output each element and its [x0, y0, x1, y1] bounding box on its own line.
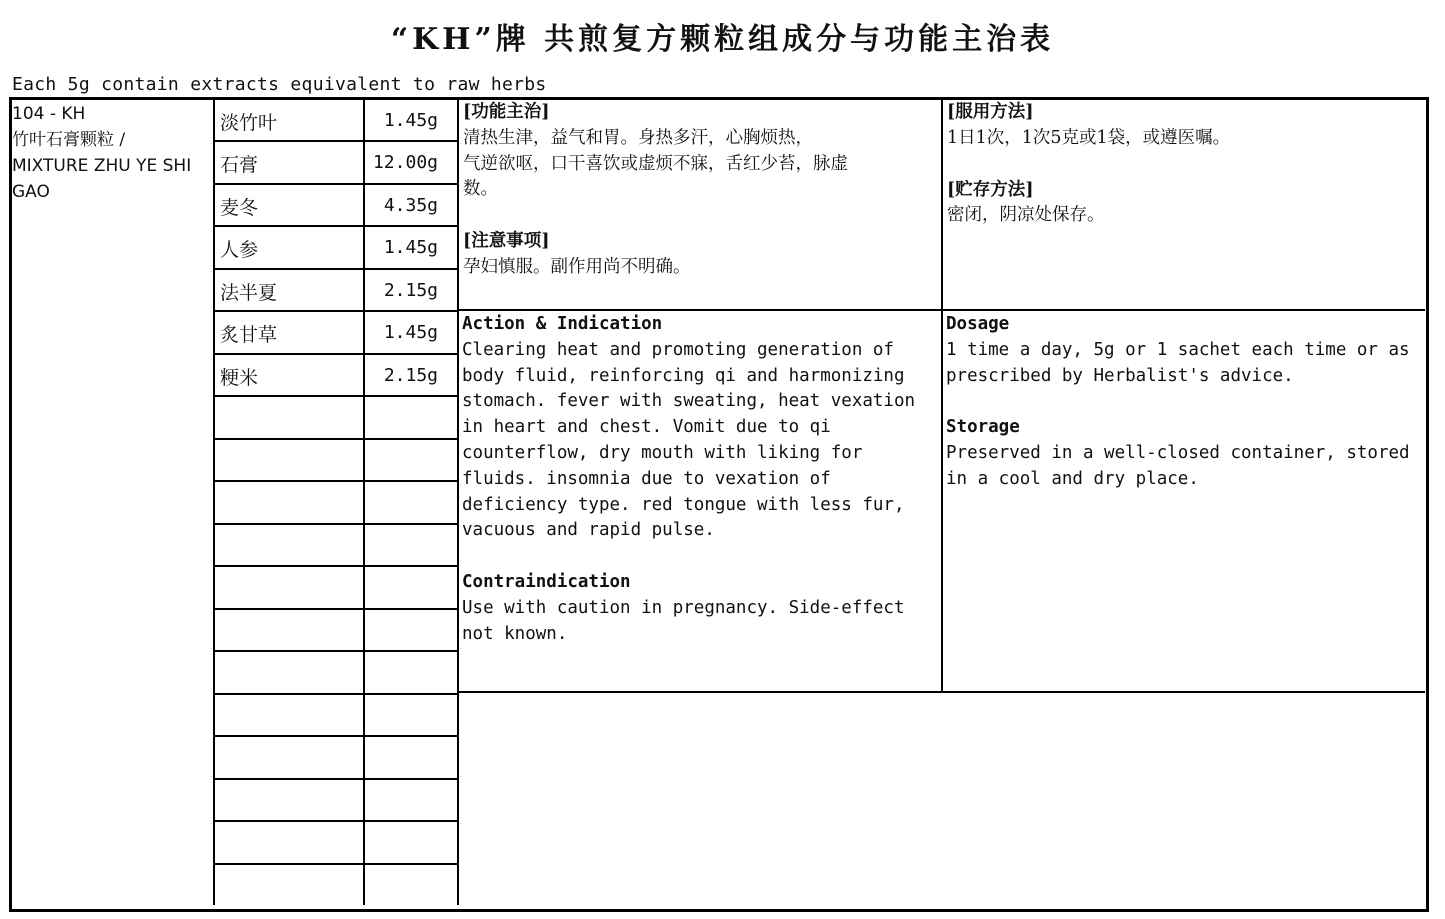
- ingredient-dose: 12.00g: [372, 152, 438, 173]
- ingredient-name: 炙甘草: [220, 324, 278, 346]
- function-header: [功能主治]: [463, 102, 550, 122]
- ingredient-name: 法半夏: [220, 282, 278, 304]
- page-title: “KH”牌 共煎复方颗粒组成分与功能主治表: [390, 22, 1055, 57]
- ingredient-name: 石膏: [220, 154, 259, 176]
- contra-header: Contraindication: [462, 572, 631, 593]
- divider: [941, 99, 943, 693]
- en-action-cell: [462, 312, 940, 648]
- caution-text: 孕妇慎服。副作用尚不明确。: [463, 256, 691, 277]
- row-divider: [214, 353, 458, 355]
- product-cell: [12, 101, 212, 205]
- action-line: stomach. fever with sweating, heat vexation: [462, 391, 916, 412]
- ingredient-dose: 4.35g: [383, 195, 438, 216]
- usage-header: [服用方法]: [947, 102, 1034, 122]
- contra-line: not known.: [462, 623, 568, 644]
- action-line: deficiency type. red tongue with less fur,: [462, 494, 905, 515]
- function-text: 气逆欲呕，口干喜饮或虚烦不寐，舌红少苔，脉虚: [463, 153, 848, 174]
- dosage-header: Dosage: [946, 314, 1010, 334]
- storage-line: in a cool and dry place.: [946, 468, 1199, 489]
- row-divider: [214, 820, 458, 822]
- action-line: Clearing heat and promoting generation of: [462, 339, 894, 360]
- ingredient-name: 粳米: [220, 367, 259, 389]
- divider: [458, 691, 1425, 693]
- action-line: fluids. insomnia due to vexation of: [462, 468, 831, 489]
- contra-line: Use with caution in pregnancy. Side-effect: [462, 597, 905, 618]
- divider: [457, 99, 459, 905]
- row-divider: [214, 225, 458, 227]
- storage-line: Preserved in a well-closed container, stored: [946, 443, 1410, 464]
- action-line: in heart and chest. Vomit due to qi: [462, 417, 831, 438]
- ingredient-dose: 2.15g: [383, 280, 438, 301]
- action-line: body fluid, reinforcing qi and harmonizing: [462, 365, 905, 386]
- product-name-cn: 竹叶石膏颗粒 /: [12, 130, 126, 150]
- storage-header: [贮存方法]: [947, 179, 1034, 200]
- product-name-en: MIXTURE ZHU YE SHI: [12, 156, 192, 176]
- ingredient-dose: 1.45g: [383, 322, 438, 343]
- row-divider: [214, 480, 458, 482]
- row-divider: [214, 268, 458, 270]
- product-name-en: GAO: [12, 182, 50, 202]
- divider: [458, 309, 1425, 311]
- action-line: counterflow, dry mouth with liking for: [462, 442, 863, 463]
- row-divider: [214, 608, 458, 610]
- product-code: 104 - KH: [12, 104, 86, 124]
- ingredient-dose: 1.45g: [383, 110, 438, 131]
- en-dosage-cell: [946, 312, 1418, 493]
- row-divider: [214, 565, 458, 567]
- row-divider: [214, 650, 458, 652]
- usage-text: 1日1次，1次5克或1袋，或遵医嘱。: [947, 127, 1231, 148]
- ingredient-name: 淡竹叶: [220, 112, 278, 134]
- ingredient-dose: 2.15g: [383, 365, 438, 386]
- row-divider: [214, 310, 458, 312]
- cn-function-cell: [463, 100, 938, 281]
- row-divider: [214, 778, 458, 780]
- ingredient-name: 麦冬: [220, 197, 259, 219]
- row-divider: [214, 183, 458, 185]
- row-divider: [214, 863, 458, 865]
- divider: [213, 99, 215, 905]
- row-divider: [214, 735, 458, 737]
- row-divider: [214, 395, 458, 397]
- dosage-line: prescribed by Herbalist's advice.: [946, 365, 1294, 386]
- row-divider: [214, 438, 458, 440]
- ingredient-dose: 1.45g: [383, 237, 438, 258]
- storage-text: 密闭，阴凉处保存。: [947, 205, 1105, 226]
- cn-usage-cell: [947, 100, 1417, 229]
- action-header: Action & Indication: [462, 314, 663, 334]
- row-divider: [214, 140, 458, 142]
- row-divider: [214, 693, 458, 695]
- divider: [363, 99, 365, 905]
- function-text: 数。: [463, 179, 498, 200]
- row-divider: [214, 523, 458, 525]
- action-line: vacuous and rapid pulse.: [462, 520, 715, 541]
- dosage-line: 1 time a day, 5g or 1 sachet each time or as: [946, 339, 1410, 360]
- ingredient-name: 人参: [220, 239, 259, 261]
- subtitle: Each 5g contain extracts equivalent to raw herbs: [12, 74, 547, 95]
- storage-header-en: Storage: [946, 417, 1020, 438]
- function-text: 清热生津，益气和胃。身热多汗，心胸烦热，: [463, 127, 813, 148]
- caution-header: [注意事项]: [463, 231, 550, 252]
